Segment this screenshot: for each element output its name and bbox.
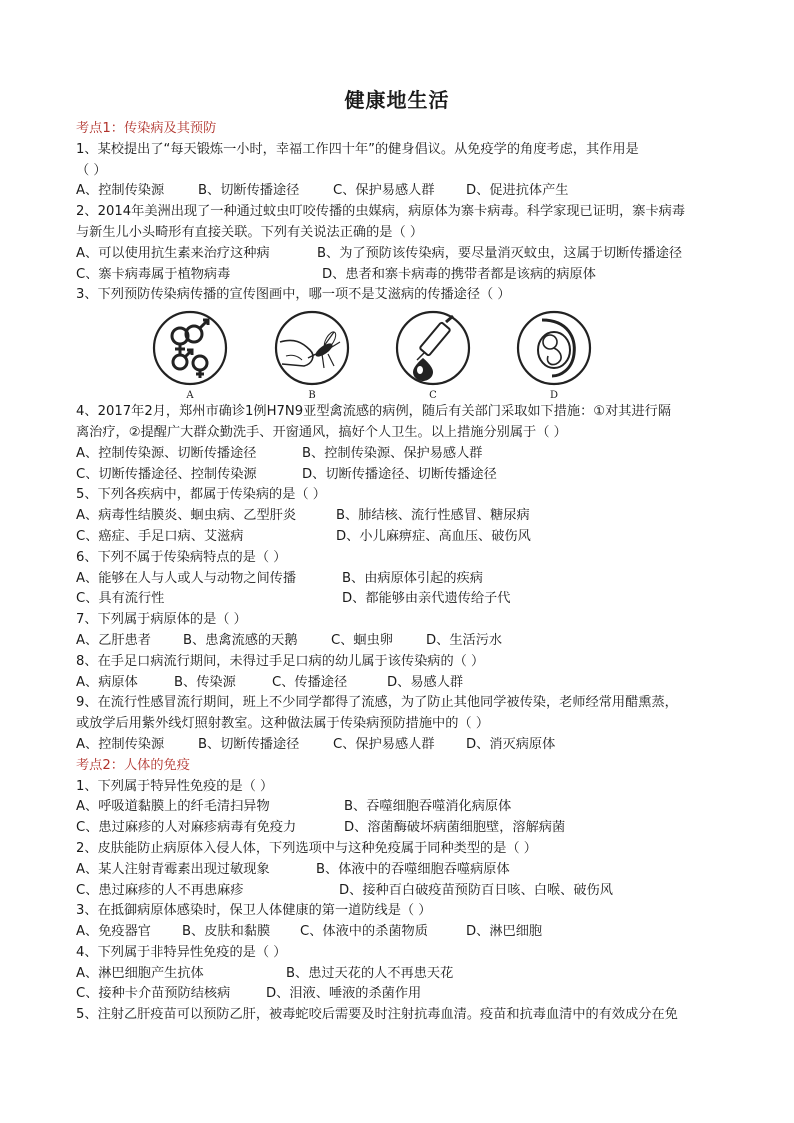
option-b: B、切断传播途径 xyxy=(198,183,300,199)
option-b: B、体液中的吞噬细胞吞噬病原体 xyxy=(316,861,510,877)
syringe-blood-illustration xyxy=(393,308,473,388)
options-row xyxy=(76,527,724,548)
worksheet-body xyxy=(76,119,724,1026)
options-row xyxy=(76,506,724,527)
option-c: C、体液中的杀菌物质 xyxy=(300,924,428,940)
option-c: C、寨卡病毒属于植物病毒 xyxy=(76,266,231,282)
option-d: D、小儿麻痹症、高血压、破伤风 xyxy=(336,528,531,544)
question-stem-cont: 或放学后用紫外线灯照射教室。这种做法属于传染病预防措施中的（ ） xyxy=(76,716,490,732)
option-d: D、溶菌酶破坏病菌细胞壁，溶解病菌 xyxy=(344,820,566,836)
options-row xyxy=(76,181,724,202)
options-row xyxy=(76,631,724,652)
options-row xyxy=(76,735,724,756)
option-c: C、具有流行性 xyxy=(76,591,165,607)
option-c: C、蛔虫卵 xyxy=(331,632,393,648)
question-stem: 5、下列各疾病中，都属于传染病的是（ ） xyxy=(76,487,326,503)
options-row xyxy=(76,673,724,694)
option-c: C、传播途径 xyxy=(272,674,348,690)
option-a: A、控制传染源 xyxy=(76,183,165,199)
options-row xyxy=(76,818,724,839)
figure-label-a: A xyxy=(186,390,194,402)
option-c: C、患过麻疹的人对麻疹病毒有免疫力 xyxy=(76,820,297,836)
option-c: C、癌症、手足口病、艾滋病 xyxy=(76,528,244,544)
option-d: D、淋巴细胞 xyxy=(466,924,543,940)
option-a: A、呼吸道黏膜上的纤毛清扫异物 xyxy=(76,799,270,815)
option-c: C、切断传播途径、控制传染源 xyxy=(76,466,257,482)
fetus-womb-illustration xyxy=(514,308,594,388)
options-row xyxy=(76,797,724,818)
option-c: C、患过麻疹的人不再患麻疹 xyxy=(76,882,244,898)
option-b: B、切断传播途径 xyxy=(198,736,300,752)
options-row xyxy=(76,964,724,985)
question-stem: 7、下列属于病原体的是（ ） xyxy=(76,612,247,628)
options-row xyxy=(76,984,724,1005)
option-a: A、能够在人与人或人与动物之间传播 xyxy=(76,570,297,586)
option-d: D、促进抗体产生 xyxy=(466,183,569,199)
question-stem: 4、2017年2月，郑州市确诊1例H7N9亚型禽流感的病例，随后有关部门采取如下措施：①对其进行隔 xyxy=(76,404,672,420)
figure-row xyxy=(76,306,724,402)
option-a: A、可以使用抗生素来治疗这种病 xyxy=(76,245,270,261)
option-b: B、为了预防该传染病，要尽量消灭蚊虫，这属于切断传播途径 xyxy=(317,245,683,261)
option-d: D、泪液、唾液的杀菌作用 xyxy=(266,986,422,1002)
options-row xyxy=(76,244,724,265)
gender-symbols-illustration xyxy=(150,308,230,388)
option-d: D、生活污水 xyxy=(426,632,503,648)
option-d: D、患者和寨卡病毒的携带者都是该病的病原体 xyxy=(322,266,596,282)
option-c: C、保护易感人群 xyxy=(333,183,435,199)
figure-label-b: B xyxy=(308,390,316,402)
question-stem-cont: 离治疗，②提醒广大群众勤洗手、开窗通风，搞好个人卫生。以上措施分别属于（ ） xyxy=(76,424,567,440)
question-stem: 9、在流行性感冒流行期间，班上不少同学都得了流感，为了防止其他同学被传染，老师经常用醋熏蒸， xyxy=(76,695,678,711)
section-heading-2: 考点2：人体的免疫 xyxy=(76,757,190,773)
question-stem: 4、下列属于非特异性免疫的是（ ） xyxy=(76,944,287,960)
section-heading-1: 考点1：传染病及其预防 xyxy=(76,121,217,136)
option-b: B、吞噬细胞吞噬消化病原体 xyxy=(344,799,512,815)
option-b: B、控制传染源、保护易感人群 xyxy=(302,445,483,461)
option-d: D、接种百白破疫苗预防百日咳、白喉、破伤风 xyxy=(339,882,613,898)
option-d: D、都能够由亲代遗传给子代 xyxy=(342,591,511,607)
option-b: B、传染源 xyxy=(174,674,236,690)
options-row xyxy=(76,444,724,465)
options-row xyxy=(76,860,724,881)
options-row xyxy=(76,922,724,943)
option-a: A、免疫器官 xyxy=(76,924,151,940)
option-b: B、由病原体引起的疾病 xyxy=(342,570,483,586)
options-row xyxy=(76,265,724,286)
question-stem-cont: （ ） xyxy=(76,162,107,178)
question-stem: 3、在抵御病原体感染时，保卫人体健康的第一道防线是（ ） xyxy=(76,903,432,919)
options-row xyxy=(76,589,724,610)
question-stem: 6、下列不属于传染病特点的是（ ） xyxy=(76,549,287,565)
option-b: B、患过天花的人不再患天花 xyxy=(286,965,454,981)
figure-label-d: D xyxy=(549,390,559,402)
option-d: D、切断传播途径、切断传播途径 xyxy=(302,466,497,482)
question-stem-cont: 与新生儿小头畸形有直接关联。下列有关说法正确的是（ ） xyxy=(76,224,424,240)
options-row xyxy=(76,569,724,590)
question-stem: 1、下列属于特异性免疫的是（ ） xyxy=(76,778,274,794)
option-a: A、淋巴细胞产生抗体 xyxy=(76,965,204,981)
question-stem: 1、某校提出了“每天锻炼一小时，幸福工作四十年”的健身倡议。从免疫学的角度考虑，其作用是 xyxy=(76,141,639,157)
option-c: C、保护易感人群 xyxy=(333,736,435,752)
option-b: B、患禽流感的天鹅 xyxy=(183,632,298,648)
question-stem: 3、下列预防传染病传播的宣传图画中，哪一项不是艾滋病的传播途径（ ） xyxy=(76,287,511,303)
option-a: A、某人注射青霉素出现过敏现象 xyxy=(76,861,270,877)
option-d: D、易感人群 xyxy=(387,674,464,690)
option-a: A、控制传染源 xyxy=(76,736,165,752)
question-stem: 2、皮肤能防止病原体入侵人体，下列选项中与这种免疫属于同种类型的是（ ） xyxy=(76,840,537,856)
figure-label-c: C xyxy=(429,390,437,402)
option-a: A、病毒性结膜炎、蛔虫病、乙型肝炎 xyxy=(76,508,297,524)
options-row xyxy=(76,465,724,486)
option-c: C、接种卡介苗预防结核病 xyxy=(76,986,231,1002)
option-a: A、乙肝患者 xyxy=(76,632,151,648)
mosquito-bite-illustration xyxy=(272,308,352,388)
question-stem: 2、2014年美洲出现了一种通过蚊虫叮咬传播的虫媒病，病原体为寨卡病毒。科学家现已证明，寨卡病毒 xyxy=(76,204,686,220)
option-b: B、皮肤和黏膜 xyxy=(182,924,271,940)
option-b: B、肺结核、流行性感冒、糖尿病 xyxy=(336,508,530,524)
option-d: D、消灭病原体 xyxy=(466,736,556,752)
option-a: A、病原体 xyxy=(76,674,138,690)
page-title: 健康地生活 xyxy=(344,88,450,112)
options-row xyxy=(76,881,724,902)
option-a: A、控制传染源、切断传播途径 xyxy=(76,445,257,461)
question-stem: 5、注射乙肝疫苗可以预防乙肝，被毒蛇咬后需要及时注射抗毒血清。疫苗和抗毒血清中的有效成分在免 xyxy=(76,1007,678,1023)
question-stem: 8、在手足口病流行期间，未得过手足口病的幼儿属于该传染病的（ ） xyxy=(76,653,485,669)
